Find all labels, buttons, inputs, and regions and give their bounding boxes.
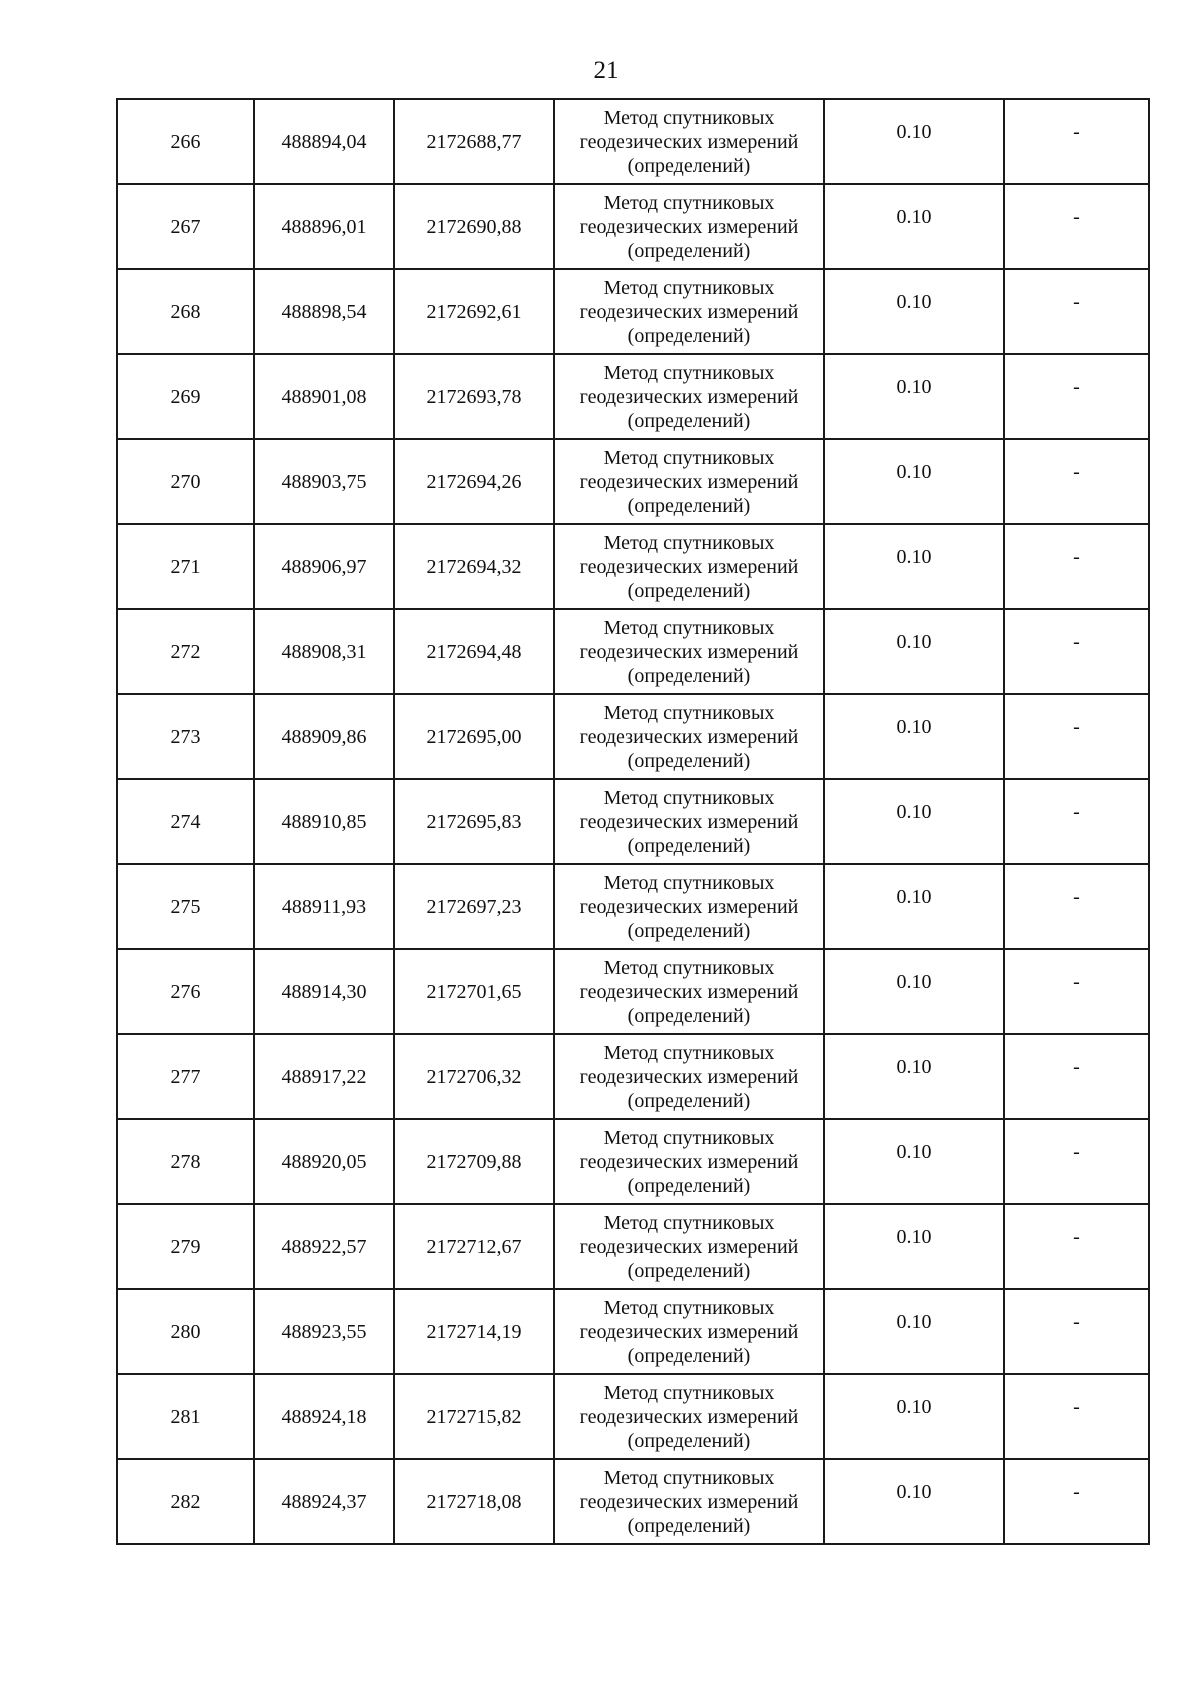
cell-method-text: Метод спутниковых геодезических измерений (определений) <box>579 1041 799 1112</box>
cell-y-coordinate-text: 2172694,26 <box>426 470 522 493</box>
cell-accuracy-text: 0.10 <box>896 461 932 483</box>
cell-x-coordinate <box>254 269 394 354</box>
cell-x-coordinate-text: 488903,75 <box>281 470 367 493</box>
cell-point-number-text: 276 <box>170 980 201 1003</box>
cell-y-coordinate-text: 2172715,82 <box>426 1405 522 1428</box>
cell-accuracy-text: 0.10 <box>896 1056 932 1078</box>
cell-accuracy <box>824 779 1004 864</box>
cell-method-text: Метод спутниковых геодезических измерений (определений) <box>579 106 799 177</box>
cell-x-coordinate-text: 488908,31 <box>281 640 367 663</box>
cell-point-number-text: 275 <box>170 895 201 918</box>
cell-method <box>554 779 824 864</box>
cell-accuracy-text: 0.10 <box>896 1396 932 1418</box>
cell-note-text: - <box>1073 971 1080 993</box>
cell-x-coordinate <box>254 694 394 779</box>
cell-point-number <box>117 524 254 609</box>
cell-point-number-text: 268 <box>170 300 201 323</box>
cell-point-number-text: 273 <box>170 725 201 748</box>
cell-point-number-text: 281 <box>170 1405 201 1428</box>
cell-y-coordinate <box>394 354 554 439</box>
cell-point-number-text: 282 <box>170 1490 201 1513</box>
cell-y-coordinate <box>394 269 554 354</box>
cell-note-text: - <box>1073 886 1080 908</box>
cell-method-text: Метод спутниковых геодезических измерений (определений) <box>579 1381 799 1452</box>
cell-y-coordinate-text: 2172694,32 <box>426 555 522 578</box>
cell-note <box>1004 1289 1149 1374</box>
cell-method <box>554 1374 824 1459</box>
cell-note-text: - <box>1073 1141 1080 1163</box>
cell-note <box>1004 864 1149 949</box>
cell-x-coordinate-text: 488898,54 <box>281 300 367 323</box>
cell-note-text: - <box>1073 376 1080 398</box>
cell-x-coordinate-text: 488920,05 <box>281 1150 367 1173</box>
cell-note <box>1004 1204 1149 1289</box>
cell-accuracy <box>824 864 1004 949</box>
cell-note-text: - <box>1073 1226 1080 1248</box>
cell-method-text: Метод спутниковых геодезических измерений (определений) <box>579 446 799 517</box>
table-row <box>117 694 1149 779</box>
cell-point-number <box>117 99 254 184</box>
cell-x-coordinate <box>254 609 394 694</box>
cell-note <box>1004 1459 1149 1544</box>
cell-method <box>554 99 824 184</box>
cell-y-coordinate <box>394 524 554 609</box>
cell-accuracy-text: 0.10 <box>896 1311 932 1333</box>
cell-note <box>1004 949 1149 1034</box>
cell-note-text: - <box>1073 291 1080 313</box>
cell-x-coordinate <box>254 1119 394 1204</box>
cell-method-text: Метод спутниковых геодезических измерений (определений) <box>579 1466 799 1537</box>
cell-y-coordinate-text: 2172695,83 <box>426 810 522 833</box>
cell-note <box>1004 354 1149 439</box>
table-row <box>117 269 1149 354</box>
table-row <box>117 184 1149 269</box>
cell-note-text: - <box>1073 1481 1080 1503</box>
cell-y-coordinate <box>394 1119 554 1204</box>
cell-y-coordinate <box>394 1204 554 1289</box>
cell-note <box>1004 694 1149 779</box>
cell-x-coordinate <box>254 1034 394 1119</box>
cell-point-number <box>117 1034 254 1119</box>
cell-accuracy <box>824 354 1004 439</box>
cell-note <box>1004 779 1149 864</box>
cell-note-text: - <box>1073 1396 1080 1418</box>
cell-accuracy <box>824 1459 1004 1544</box>
cell-x-coordinate <box>254 949 394 1034</box>
cell-accuracy-text: 0.10 <box>896 206 932 228</box>
cell-accuracy <box>824 1374 1004 1459</box>
cell-x-coordinate <box>254 354 394 439</box>
cell-point-number <box>117 609 254 694</box>
cell-y-coordinate <box>394 184 554 269</box>
cell-method-text: Метод спутниковых геодезических измерений (определений) <box>579 1296 799 1367</box>
table-row <box>117 1374 1149 1459</box>
coordinates-table <box>116 98 1150 1545</box>
table-row <box>117 1204 1149 1289</box>
cell-point-number <box>117 269 254 354</box>
cell-accuracy-text: 0.10 <box>896 716 932 738</box>
table-row <box>117 609 1149 694</box>
cell-note-text: - <box>1073 461 1080 483</box>
cell-y-coordinate-text: 2172706,32 <box>426 1065 522 1088</box>
table-row <box>117 1459 1149 1544</box>
cell-point-number-text: 271 <box>170 555 201 578</box>
cell-y-coordinate <box>394 99 554 184</box>
cell-method <box>554 1204 824 1289</box>
cell-x-coordinate-text: 488917,22 <box>281 1065 367 1088</box>
cell-y-coordinate-text: 2172688,77 <box>426 130 522 153</box>
cell-point-number-text: 272 <box>170 640 201 663</box>
cell-method-text: Метод спутниковых геодезических измерений (определений) <box>579 956 799 1027</box>
cell-note-text: - <box>1073 1056 1080 1078</box>
cell-accuracy <box>824 524 1004 609</box>
table-body <box>117 99 1149 1544</box>
cell-accuracy <box>824 1034 1004 1119</box>
cell-x-coordinate <box>254 99 394 184</box>
cell-point-number <box>117 779 254 864</box>
cell-accuracy <box>824 694 1004 779</box>
cell-y-coordinate-text: 2172692,61 <box>426 300 522 323</box>
cell-accuracy-text: 0.10 <box>896 376 932 398</box>
cell-point-number <box>117 1374 254 1459</box>
cell-note <box>1004 1119 1149 1204</box>
cell-note <box>1004 1034 1149 1119</box>
cell-y-coordinate <box>394 864 554 949</box>
cell-note-text: - <box>1073 1311 1080 1333</box>
cell-method-text: Метод спутниковых геодезических измерений (определений) <box>579 531 799 602</box>
cell-accuracy <box>824 439 1004 524</box>
cell-accuracy-text: 0.10 <box>896 1481 932 1503</box>
cell-accuracy <box>824 1204 1004 1289</box>
cell-y-coordinate <box>394 949 554 1034</box>
cell-note <box>1004 439 1149 524</box>
cell-accuracy <box>824 99 1004 184</box>
cell-x-coordinate <box>254 1459 394 1544</box>
cell-accuracy-text: 0.10 <box>896 971 932 993</box>
cell-x-coordinate <box>254 1204 394 1289</box>
cell-method <box>554 949 824 1034</box>
cell-point-number <box>117 694 254 779</box>
cell-y-coordinate-text: 2172712,67 <box>426 1235 522 1258</box>
cell-x-coordinate-text: 488922,57 <box>281 1235 367 1258</box>
cell-note-text: - <box>1073 801 1080 823</box>
cell-point-number <box>117 864 254 949</box>
page-number: 21 <box>593 57 619 84</box>
cell-accuracy-text: 0.10 <box>896 1226 932 1248</box>
cell-accuracy <box>824 609 1004 694</box>
cell-y-coordinate-text: 2172697,23 <box>426 895 522 918</box>
cell-point-number-text: 279 <box>170 1235 201 1258</box>
cell-point-number <box>117 1204 254 1289</box>
cell-y-coordinate <box>394 1289 554 1374</box>
cell-y-coordinate <box>394 1374 554 1459</box>
cell-x-coordinate <box>254 439 394 524</box>
cell-point-number <box>117 1289 254 1374</box>
cell-x-coordinate <box>254 1289 394 1374</box>
cell-accuracy <box>824 184 1004 269</box>
cell-note <box>1004 269 1149 354</box>
cell-y-coordinate-text: 2172714,19 <box>426 1320 522 1343</box>
table-row <box>117 1034 1149 1119</box>
cell-method-text: Метод спутниковых геодезических измерений (определений) <box>579 191 799 262</box>
table-row <box>117 1119 1149 1204</box>
cell-method <box>554 864 824 949</box>
cell-y-coordinate <box>394 694 554 779</box>
cell-method <box>554 524 824 609</box>
cell-point-number <box>117 949 254 1034</box>
cell-y-coordinate <box>394 609 554 694</box>
cell-x-coordinate <box>254 864 394 949</box>
cell-point-number <box>117 439 254 524</box>
cell-y-coordinate-text: 2172695,00 <box>426 725 522 748</box>
cell-method <box>554 1289 824 1374</box>
table-row <box>117 1289 1149 1374</box>
cell-y-coordinate-text: 2172690,88 <box>426 215 522 238</box>
table-row <box>117 439 1149 524</box>
cell-x-coordinate-text: 488923,55 <box>281 1320 367 1343</box>
cell-note-text: - <box>1073 206 1080 228</box>
cell-note <box>1004 184 1149 269</box>
cell-point-number-text: 277 <box>170 1065 201 1088</box>
cell-note <box>1004 1374 1149 1459</box>
cell-accuracy <box>824 1119 1004 1204</box>
cell-point-number-text: 278 <box>170 1150 201 1173</box>
cell-x-coordinate-text: 488911,93 <box>281 895 367 918</box>
cell-note <box>1004 609 1149 694</box>
cell-y-coordinate-text: 2172709,88 <box>426 1150 522 1173</box>
cell-point-number <box>117 354 254 439</box>
cell-y-coordinate <box>394 1459 554 1544</box>
cell-x-coordinate-text: 488924,18 <box>281 1405 367 1428</box>
cell-accuracy-text: 0.10 <box>896 121 932 143</box>
cell-accuracy <box>824 269 1004 354</box>
cell-accuracy <box>824 949 1004 1034</box>
cell-method-text: Метод спутниковых геодезических измерений (определений) <box>579 276 799 347</box>
cell-accuracy-text: 0.10 <box>896 291 932 313</box>
cell-point-number-text: 274 <box>170 810 201 833</box>
cell-accuracy-text: 0.10 <box>896 1141 932 1163</box>
cell-note-text: - <box>1073 546 1080 568</box>
cell-x-coordinate-text: 488914,30 <box>281 980 367 1003</box>
cell-note <box>1004 99 1149 184</box>
cell-point-number-text: 280 <box>170 1320 201 1343</box>
cell-x-coordinate <box>254 184 394 269</box>
cell-accuracy-text: 0.10 <box>896 546 932 568</box>
cell-y-coordinate-text: 2172718,08 <box>426 1490 522 1513</box>
table-row <box>117 354 1149 439</box>
cell-note-text: - <box>1073 121 1080 143</box>
cell-point-number <box>117 1119 254 1204</box>
cell-method-text: Метод спутниковых геодезических измерений (определений) <box>579 701 799 772</box>
cell-method-text: Метод спутниковых геодезических измерений (определений) <box>579 616 799 687</box>
cell-method <box>554 439 824 524</box>
cell-method-text: Метод спутниковых геодезических измерений (определений) <box>579 786 799 857</box>
cell-method-text: Метод спутниковых геодезических измерений (определений) <box>579 1126 799 1197</box>
table-row <box>117 524 1149 609</box>
cell-point-number <box>117 184 254 269</box>
table-row <box>117 949 1149 1034</box>
cell-x-coordinate-text: 488896,01 <box>281 215 367 238</box>
cell-method <box>554 269 824 354</box>
cell-method <box>554 1034 824 1119</box>
cell-method <box>554 1459 824 1544</box>
cell-method <box>554 184 824 269</box>
cell-accuracy-text: 0.10 <box>896 801 932 823</box>
cell-y-coordinate-text: 2172693,78 <box>426 385 522 408</box>
cell-x-coordinate <box>254 1374 394 1459</box>
cell-x-coordinate-text: 488894,04 <box>281 130 367 153</box>
cell-method-text: Метод спутниковых геодезических измерений (определений) <box>579 361 799 432</box>
cell-point-number-text: 266 <box>170 130 201 153</box>
cell-accuracy <box>824 1289 1004 1374</box>
cell-accuracy-text: 0.10 <box>896 886 932 908</box>
cell-y-coordinate <box>394 439 554 524</box>
cell-method <box>554 609 824 694</box>
cell-y-coordinate-text: 2172701,65 <box>426 980 522 1003</box>
table-row <box>117 779 1149 864</box>
table-row <box>117 99 1149 184</box>
cell-x-coordinate-text: 488909,86 <box>281 725 367 748</box>
cell-y-coordinate <box>394 779 554 864</box>
cell-method <box>554 694 824 779</box>
cell-y-coordinate <box>394 1034 554 1119</box>
cell-x-coordinate-text: 488906,97 <box>281 555 367 578</box>
cell-method <box>554 354 824 439</box>
cell-x-coordinate-text: 488910,85 <box>281 810 367 833</box>
cell-note-text: - <box>1073 716 1080 738</box>
cell-x-coordinate-text: 488924,37 <box>281 1490 367 1513</box>
cell-x-coordinate <box>254 524 394 609</box>
cell-x-coordinate-text: 488901,08 <box>281 385 367 408</box>
cell-point-number-text: 270 <box>170 470 201 493</box>
cell-point-number-text: 267 <box>170 215 201 238</box>
cell-note <box>1004 524 1149 609</box>
cell-y-coordinate-text: 2172694,48 <box>426 640 522 663</box>
cell-note-text: - <box>1073 631 1080 653</box>
cell-x-coordinate <box>254 779 394 864</box>
cell-point-number <box>117 1459 254 1544</box>
cell-method-text: Метод спутниковых геодезических измерений (определений) <box>579 1211 799 1282</box>
cell-accuracy-text: 0.10 <box>896 631 932 653</box>
cell-method <box>554 1119 824 1204</box>
cell-method-text: Метод спутниковых геодезических измерений (определений) <box>579 871 799 942</box>
cell-point-number-text: 269 <box>170 385 201 408</box>
table-row <box>117 864 1149 949</box>
